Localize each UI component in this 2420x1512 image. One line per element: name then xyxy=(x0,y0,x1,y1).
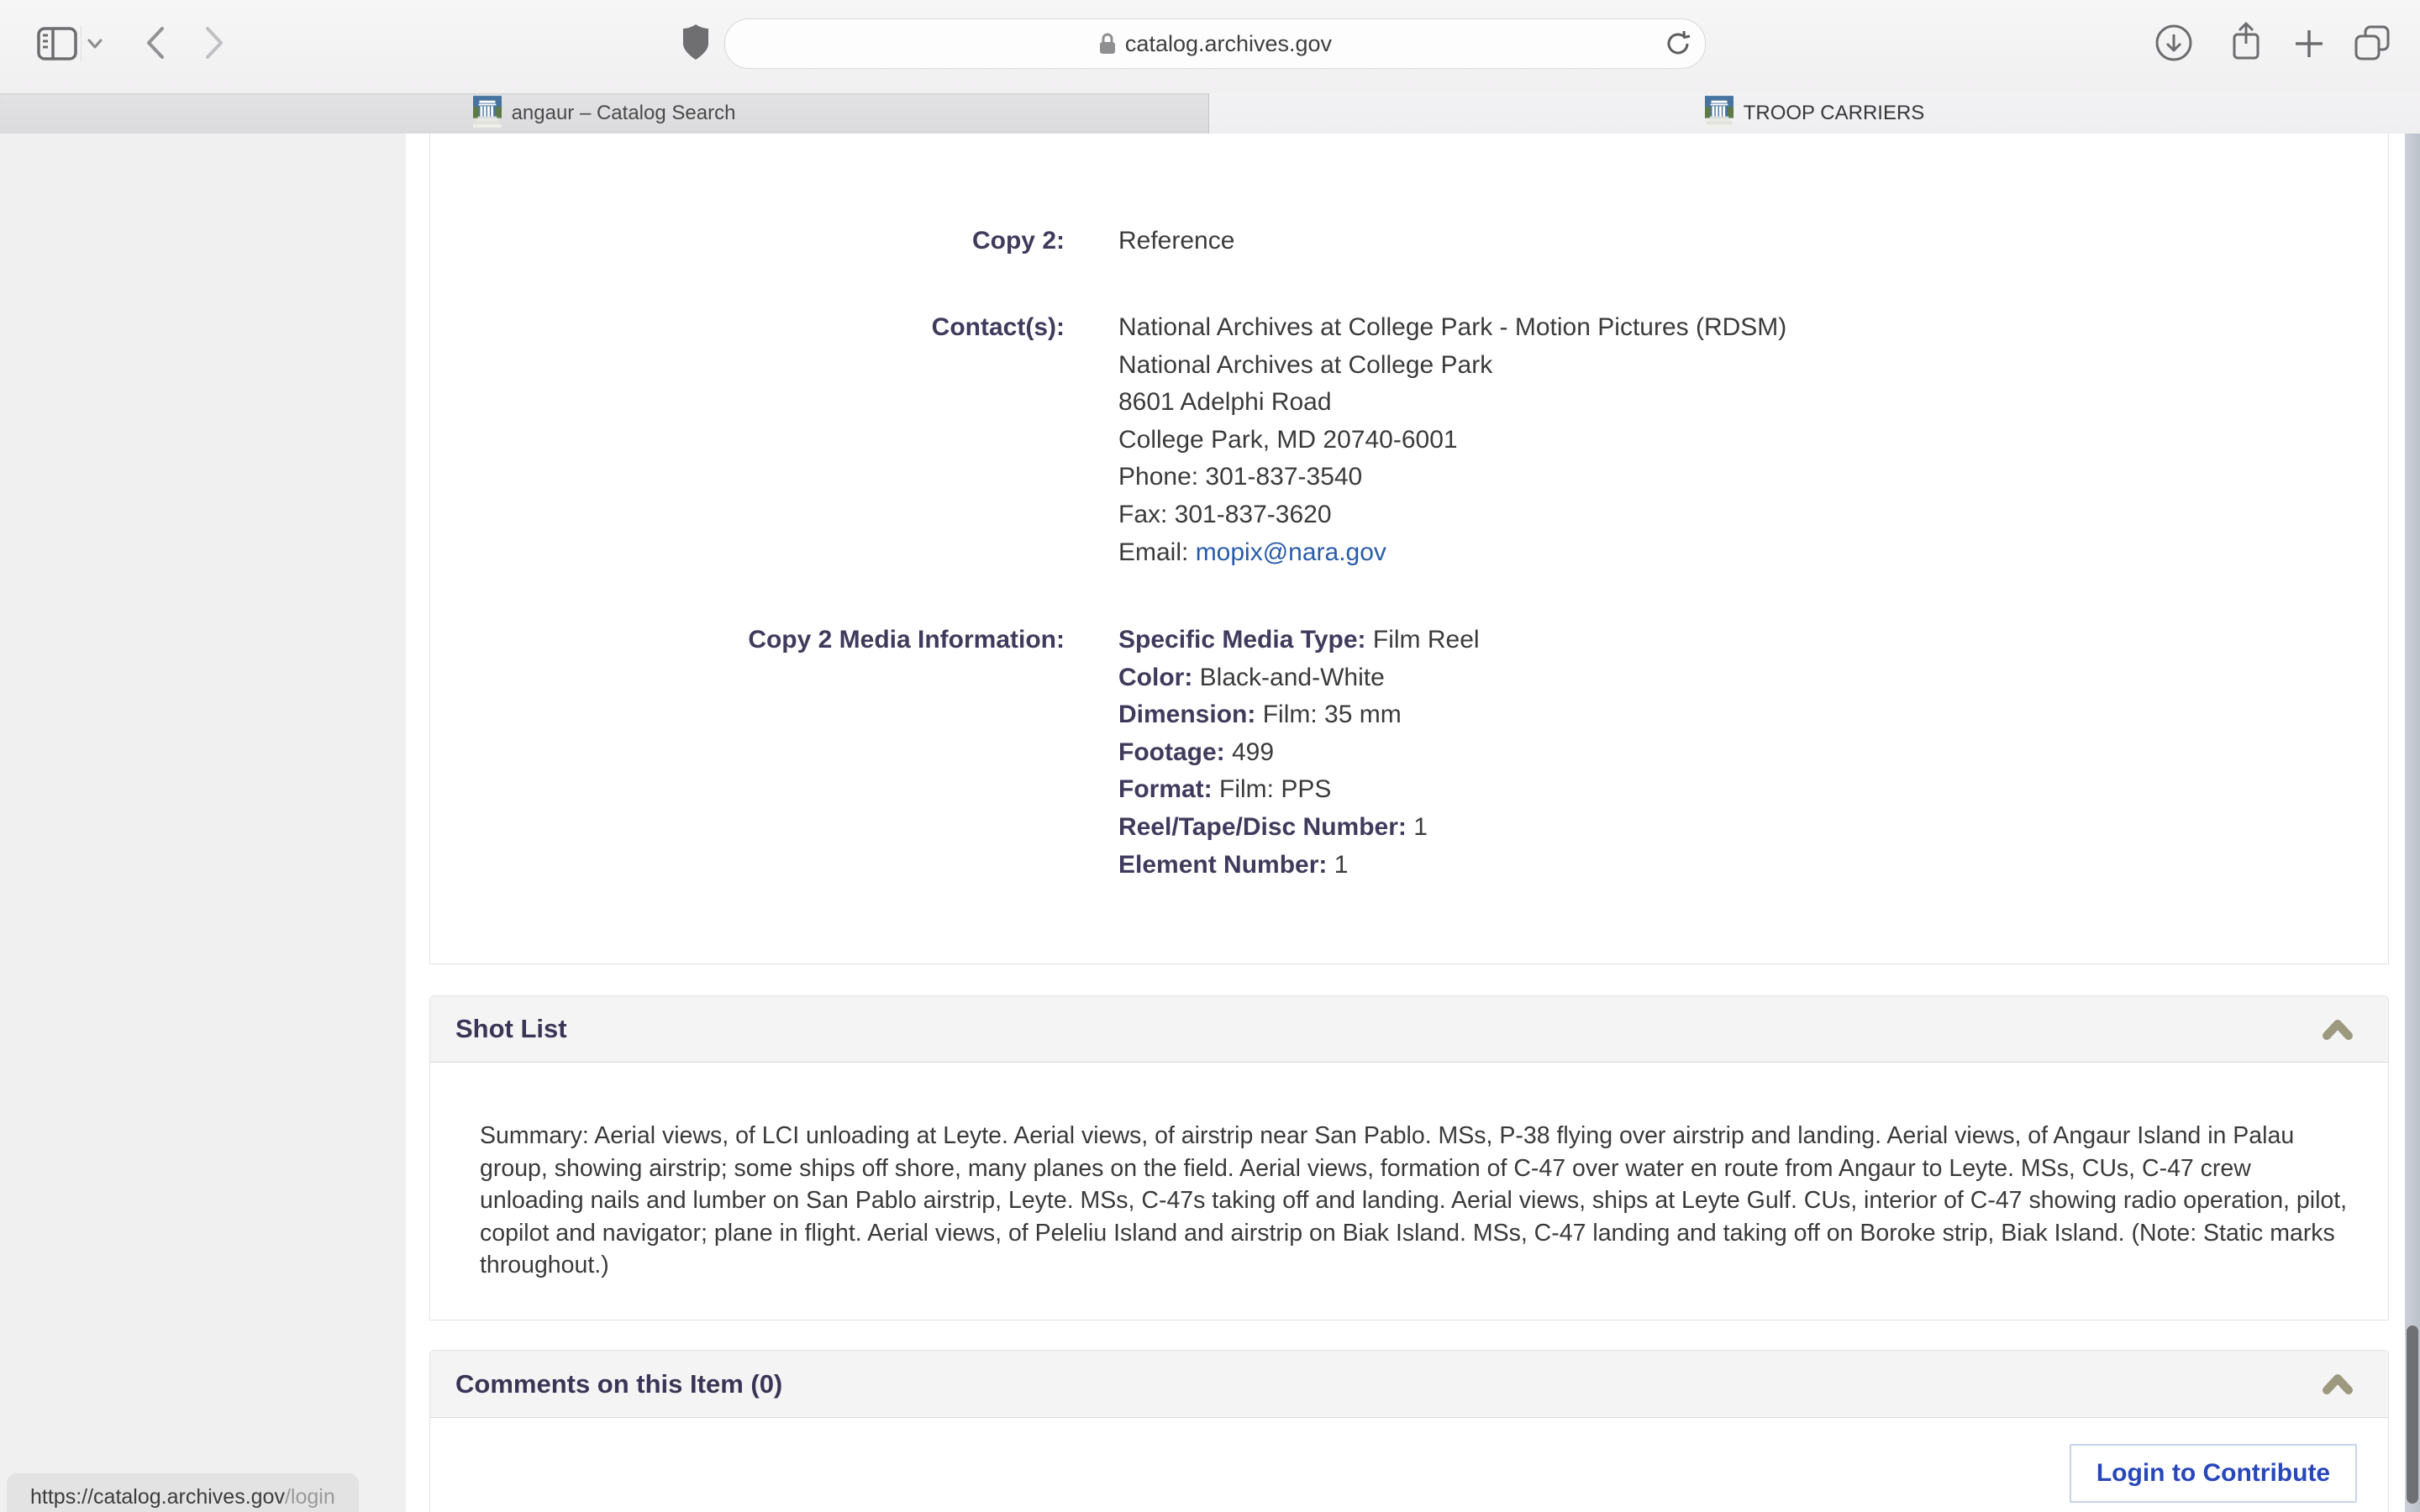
sidebar-toggle-button[interactable] xyxy=(37,27,77,60)
forward-button[interactable] xyxy=(203,25,225,60)
contact-line: Phone: 301-837-3540 xyxy=(1118,463,1363,491)
status-bar-link-preview xyxy=(7,1473,359,1512)
contact-line: Fax: 301-837-3620 xyxy=(1118,500,1332,528)
tab-angaur-catalog-search[interactable] xyxy=(0,93,1209,134)
media-info-line: Color: Black-and-White xyxy=(1118,663,1385,691)
shot-list-title: Shot List xyxy=(455,1014,567,1043)
sidebar-icon xyxy=(37,27,77,60)
collapse-chevron-up-icon[interactable] xyxy=(2323,1374,2353,1399)
forward-icon xyxy=(203,25,225,60)
media-info-value xyxy=(1118,622,1480,884)
chevron-down-icon xyxy=(87,39,103,49)
download-icon xyxy=(2154,24,2193,62)
shot-list-summary: Summary: Aerial views, of LCI unloading at Leyte. Aerial views, of airstrip near San Pablo. MSs, P-38 flying over airstrip and landing. Aerial views, of Angaur Island in Palau group, showing airstrip; some ships off shore, many planes on the field. Aerial views, formation of C-47 over water en route from Angaur to Leyte. MSs, CUs, C-47 crew unloading nails and lumber on San Pablo airstrip, Leyte. MSs, C-47s taking off and landing. Aerial views, ships at Leyte Gulf. CUs, interior of C-47 showing radio operation, pilot, copilot and navigator; plane in flight. Aerial views, of Peleliu Island and airstrip on Biak Island. MSs, C-47 landing and taking off on Boroke strip, Biak Island. (Note: Static marks throughout.) xyxy=(480,1122,2348,1279)
item-details-section xyxy=(429,134,2389,964)
tab-overview-button[interactable] xyxy=(2353,24,2391,62)
contacts-label: Contact(s): xyxy=(931,313,1065,341)
shot-list-header[interactable] xyxy=(430,996,2388,1063)
privacy-report-button[interactable] xyxy=(682,24,709,60)
copy2-label: Copy 2: xyxy=(971,227,1065,255)
new-tab-icon xyxy=(2292,27,2326,60)
contacts-value xyxy=(1118,309,1786,571)
tab-title: angaur – Catalog Search xyxy=(511,102,736,124)
media-info-line: Specific Media Type: Film Reel xyxy=(1118,626,1480,654)
share-icon xyxy=(2227,20,2265,64)
nara-favicon xyxy=(473,96,502,132)
comments-header[interactable] xyxy=(430,1351,2388,1418)
lock-icon xyxy=(1098,32,1117,55)
tab-troop-carriers[interactable] xyxy=(1209,93,2420,134)
shot-list-section xyxy=(429,995,2389,1320)
media-info-line: Reel/Tape/Disc Number: 1 xyxy=(1118,812,1428,841)
scrollbar-track[interactable] xyxy=(2405,134,2420,1512)
media-info-line: Footage: 499 xyxy=(1118,738,1275,766)
media-info-line: Format: Film: PPS xyxy=(1118,775,1332,804)
nara-favicon xyxy=(1705,96,1733,132)
tab-title: TROOP CARRIERS xyxy=(1743,102,1925,124)
status-url-base: https://catalog.archives.gov xyxy=(30,1484,285,1509)
tab-overview-icon xyxy=(2353,24,2391,62)
browser-toolbar xyxy=(0,0,2420,94)
copy2-value: Reference xyxy=(1118,227,1235,255)
contact-line: College Park, MD 20740-6001 xyxy=(1118,425,1458,454)
address-bar[interactable] xyxy=(724,18,1706,69)
contact-line: National Archives at College Park - Motion Pictures (RDSM) xyxy=(1118,313,1787,341)
media-info-line: Element Number: 1 xyxy=(1118,850,1349,879)
reload-button[interactable] xyxy=(1665,30,1691,57)
contact-email-line xyxy=(1118,534,1786,572)
back-button[interactable] xyxy=(145,25,166,60)
media-info-label: Copy 2 Media Information: xyxy=(748,626,1065,654)
collapse-chevron-up-icon[interactable] xyxy=(2323,1020,2353,1044)
back-icon xyxy=(145,25,166,60)
status-url-path: /login xyxy=(284,1484,335,1509)
email-link[interactable]: mopix@nara.gov xyxy=(1195,538,1386,566)
media-info-line: Dimension: Film: 35 mm xyxy=(1118,701,1402,729)
page-left-margin xyxy=(0,134,406,1512)
new-tab-button[interactable] xyxy=(2292,27,2326,60)
email-label: Email: xyxy=(1118,538,1196,566)
login-to-contribute-button[interactable]: Login to Contribute xyxy=(2070,1444,2357,1503)
share-button[interactable] xyxy=(2227,20,2265,64)
scrollbar-thumb[interactable] xyxy=(2407,1326,2418,1504)
comments-section xyxy=(429,1350,2389,1512)
contact-line: 8601 Adelphi Road xyxy=(1118,388,1332,417)
sidebar-menu-chevron[interactable] xyxy=(87,39,103,49)
comments-title: Comments on this Item (0) xyxy=(455,1368,783,1399)
tab-bar xyxy=(0,93,2420,134)
address-bar-url: catalog.archives.gov xyxy=(1124,30,1333,56)
shield-icon xyxy=(682,24,709,60)
toolbar-separator xyxy=(81,25,82,62)
downloads-button[interactable] xyxy=(2154,24,2193,62)
contact-line: National Archives at College Park xyxy=(1118,350,1493,379)
